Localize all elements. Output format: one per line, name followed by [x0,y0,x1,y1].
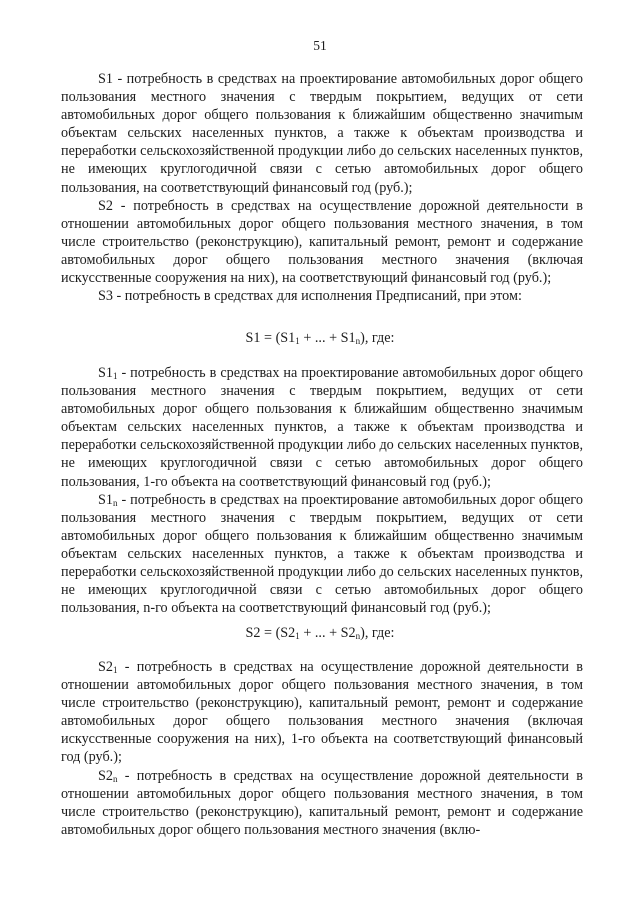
page-number: 51 [313,38,327,53]
paragraph-s1: S1 - потребность в средствах на проектирование автомобильных дорог общего пользования местного значения с твердым покрытием, ведущих от сети автомобильных дорог общего пользования к ближайшим общественно значиmым объектам сельских населенных пунктов, а также к объектам производства и переработки сельскохозяйственной продукции либо до сельских населенных пунктов, не имеющих круглогодичной связи с сетью автомобильных дорог общего пользования, на соответствующий финансовый год (руб.); [61,71,583,196]
paragraph-group-1 [61,70,583,305]
paragraph-s2-n: $S2_n$ - потребность в средствах на осуществление дорожной деятельности в отношении автомобильных дорог общего пользования местного значения, в том числе строительство (реконструкцию), капитальный ремонт, ремонт и содержание автомобильных дорог общего пользования местного значения (вклю- [61,767,583,838]
paragraph-group-3 [61,658,583,839]
formula-s2: $S2 = (S2_1$ + ... + $S2_n$), где: [245,625,395,641]
paragraph-s2: S2 - потребность в средствах на осуществление дорожной деятельности в отношении автомобильных дорог общего пользования местного значения, в том числе строительство (реконструкцию), капитальный ремонт, ремонт и содержание автомобильных дорог общего пользования местного значения (включая искусственные сооружения на них), на соответствующий финансовый год (руб.); [61,197,583,287]
paragraph-s1-1: $S1_1$ - потребность в средствах на проектирование автомобильных дорог общего пользования местного значения с твердым покрытием, ведущих от сети автомобильных дорог общего пользования к ближайшим общественно значимым объектам сельских населенных пунктов, а также к объектам производства и переработки сельскохозяйственной продукции либо до сельских населенных пунктов, не имеющих круглогодичной связи с сетью автомобильных дорог общего пользования, 1-го объекта на соответствующий финансовый год (руб.); [61,365,583,490]
formula-s1: $S1 = (S1_1$ + ... + $S1_n$), где: [245,330,395,346]
paragraph-s2-1: $S2_1$ - потребность в средствах на осуществление дорожной деятельности в отношении автомобильных дорог общего пользования местного значения, в том числе строительство (реконструкцию), капитальный ремонт, ремонт и содержание автомобильных дорог общего пользования местного значения (включая искусственные сооружения на них), 1-го объекта на соответствующий финансовый год (руб.); [61,659,583,766]
paragraph-s3: S3 - потребность в средствах для исполнения Предписаний, при этом: [98,288,522,305]
paragraph-group-2 [61,364,583,617]
paragraph-s1-n: $S1_n$ - потребность в средствах на проектирование автомобильных дорог общего пользования местного значения с твердым покрытием, ведущих от сети автомобильных дорог общего пользования к ближайшим общественно значимым объектам сельских населенных пунктов, а также к объектам производства и переработки сельскохозяйственной продукции либо до сельских населенных пунктов, не имеющих круглогодичной связи с сетью автомобильных дорог общего пользования, n-го объекта на соответствующий финансовый год (руб.); [61,491,583,617]
